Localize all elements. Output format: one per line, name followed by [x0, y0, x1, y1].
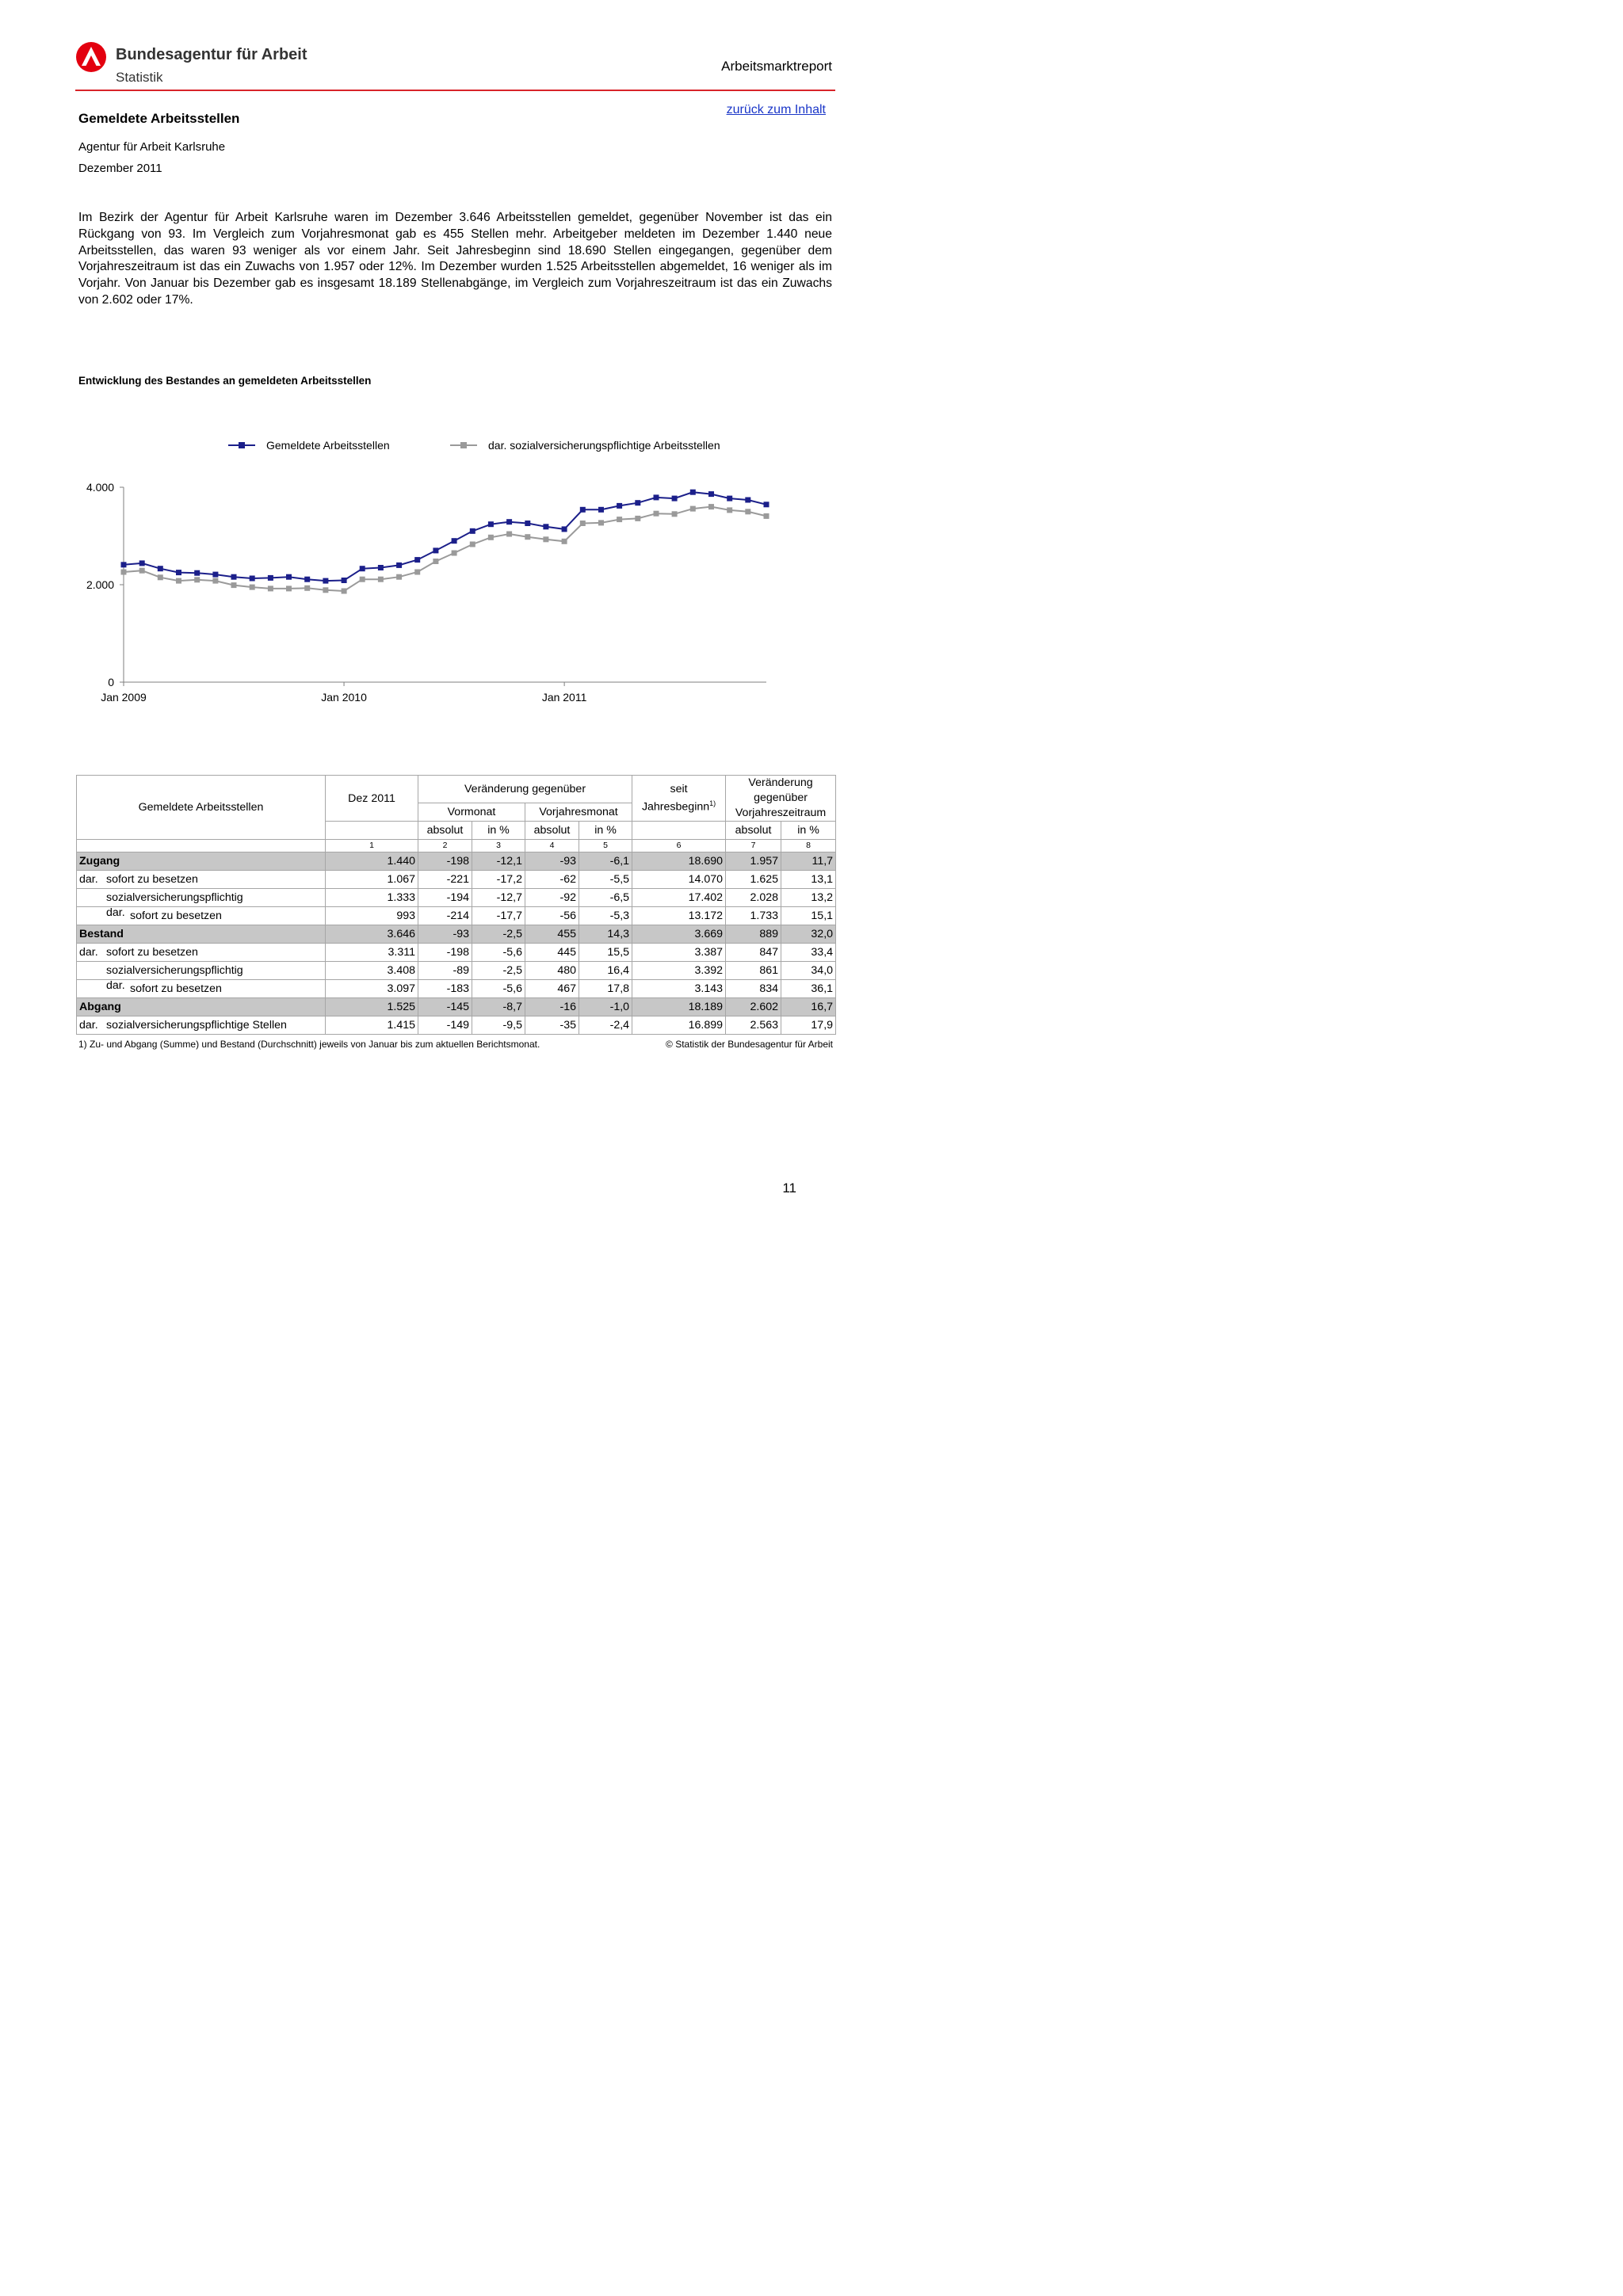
- table-cell: -35: [525, 1016, 579, 1035]
- header-vormonat: Vormonat: [418, 803, 525, 822]
- data-point-series-1: [580, 507, 586, 513]
- report-month: Dezember 2011: [78, 162, 162, 175]
- column-number-blank: [77, 840, 326, 852]
- data-table: [76, 775, 836, 1035]
- table-cell: 18.189: [632, 998, 726, 1016]
- data-point-series-1: [672, 496, 678, 502]
- table-cell: -12,7: [472, 889, 525, 907]
- row-label-cell: [77, 925, 326, 944]
- table-cell: 834: [726, 980, 781, 998]
- table-cell: 15,5: [579, 944, 632, 962]
- row-label-cell: [77, 907, 326, 925]
- table-cell: -6,5: [579, 889, 632, 907]
- data-point-series-1: [378, 565, 384, 570]
- row-label-cell: [77, 871, 326, 889]
- data-point-series-2: [121, 570, 127, 575]
- table-cell: 467: [525, 980, 579, 998]
- data-point-series-2: [635, 516, 640, 521]
- header-seit-1: seit: [670, 783, 688, 796]
- table-cell: -198: [418, 852, 472, 871]
- header-absolut: absolut: [525, 822, 579, 840]
- data-point-series-1: [562, 526, 567, 532]
- data-point-series-1: [506, 519, 512, 524]
- data-point-series-1: [231, 574, 237, 580]
- table-cell: 3.646: [326, 925, 418, 944]
- legend-marker-series-2: [460, 442, 467, 448]
- chart-title: Entwicklung des Bestandes an gemeldeten Arbeitsstellen: [78, 375, 372, 387]
- row-prefix: dar.: [79, 946, 98, 959]
- header-absolut: absolut: [418, 822, 472, 840]
- ba-logo: [75, 41, 107, 73]
- table-cell: 1.440: [326, 852, 418, 871]
- table-cell: 1.625: [726, 871, 781, 889]
- data-point-series-2: [360, 577, 365, 582]
- data-point-series-2: [654, 511, 659, 517]
- data-point-series-2: [396, 574, 402, 580]
- table-cell: 455: [525, 925, 579, 944]
- data-point-series-1: [194, 570, 200, 576]
- table-cell: -5,6: [472, 980, 525, 998]
- row-label: Bestand: [79, 928, 124, 940]
- table-cell: 861: [726, 962, 781, 980]
- data-point-series-2: [286, 585, 292, 591]
- table-cell: -8,7: [472, 998, 525, 1016]
- data-point-series-1: [543, 524, 548, 529]
- data-point-series-2: [506, 532, 512, 537]
- table-cell: -9,5: [472, 1016, 525, 1035]
- table-cell: 480: [525, 962, 579, 980]
- x-tick-label: Jan 2011: [541, 691, 587, 704]
- data-point-series-2: [250, 585, 255, 590]
- data-point-series-1: [745, 498, 750, 503]
- table-cell: 1.957: [726, 852, 781, 871]
- data-point-series-2: [727, 507, 732, 513]
- header-seit-sup: 1): [709, 799, 716, 808]
- table-cell: 1.733: [726, 907, 781, 925]
- table-cell: 3.408: [326, 962, 418, 980]
- data-point-series-1: [121, 562, 127, 567]
- table-row: [77, 907, 836, 925]
- data-point-series-1: [212, 572, 218, 578]
- header-vjz-1: Veränderung: [748, 776, 813, 789]
- data-point-series-1: [268, 575, 273, 581]
- data-point-series-2: [176, 578, 181, 584]
- x-tick-label: Jan 2010: [321, 691, 367, 704]
- table-cell: 17.402: [632, 889, 726, 907]
- legend-label-series-2: dar. sozialversicherungspflichtige Arbeitsstellen: [488, 439, 720, 452]
- table-cell: 1.333: [326, 889, 418, 907]
- data-point-series-1: [654, 494, 659, 500]
- data-point-series-2: [342, 589, 347, 594]
- row-label: Abgang: [79, 1001, 121, 1013]
- table-cell: 14.070: [632, 871, 726, 889]
- table-cell: -1,0: [579, 998, 632, 1016]
- table-cell: 34,0: [781, 962, 836, 980]
- x-tick-label: Jan 2009: [101, 691, 147, 704]
- data-point-series-2: [378, 577, 384, 582]
- table-cell: -145: [418, 998, 472, 1016]
- data-point-series-2: [745, 509, 750, 514]
- data-point-series-2: [433, 559, 438, 564]
- table-cell: 847: [726, 944, 781, 962]
- row-label-cell: [77, 852, 326, 871]
- table-cell: 18.690: [632, 852, 726, 871]
- brand-name: Bundesagentur für Arbeit: [116, 46, 307, 63]
- table-cell: 32,0: [781, 925, 836, 944]
- header-inpct: in %: [472, 822, 525, 840]
- summary-paragraph: Im Bezirk der Agentur für Arbeit Karlsruhe waren im Dezember 3.646 Arbeitsstellen gemeldet, gegenüber November ist das ein Rückgang von 93. Im Vergleich zum Vorjahresmonat gab es 455 Stellen mehr. Arbeitgeber meldeten im Dezember 1.440 neue Arbeitsstellen, das waren 93 weniger als vor einem Jahr. Seit Jahresbeginn sind 18.690 Stellen eingegangen, gegenüber dem Vorjahreszeitraum ist das ein Zuwachs von 1.957 oder 12%. Im Dezember wurden 1.525 Arbeitsstellen abgemeldet, 16 weniger als im Vorjahr. Von Januar bis Dezember gab es insgesamt 18.189 Stellenabgänge, im Vergleich zum Vorjahreszeitraum ist das ein Zuwachs von 2.602 oder 17%.: [78, 211, 832, 307]
- data-point-series-2: [598, 520, 604, 525]
- data-point-series-1: [635, 500, 640, 505]
- row-prefix: dar.: [106, 979, 125, 992]
- header-inpct: in %: [579, 822, 632, 840]
- row-label-cell: [77, 944, 326, 962]
- table-cell: -62: [525, 871, 579, 889]
- footnote: 1) Zu- und Abgang (Summe) und Bestand (Durchschnitt) jeweils von Januar bis zum aktuellen Berichtsmonat.: [78, 1039, 540, 1050]
- data-point-series-2: [672, 511, 678, 517]
- table-row: [77, 852, 836, 871]
- data-point-series-1: [286, 574, 292, 580]
- back-to-contents-link[interactable]: zurück zum Inhalt: [726, 103, 826, 116]
- table-cell: 889: [726, 925, 781, 944]
- data-point-series-1: [727, 496, 732, 502]
- chart-legend: [228, 439, 720, 452]
- table-cell: -198: [418, 944, 472, 962]
- column-number: 7: [726, 840, 781, 852]
- table-cell: -194: [418, 889, 472, 907]
- table-row: [77, 944, 836, 962]
- table-cell: -221: [418, 871, 472, 889]
- table-cell: -12,1: [472, 852, 525, 871]
- agency-name: Agentur für Arbeit Karlsruhe: [78, 140, 226, 154]
- data-point-series-2: [764, 513, 769, 519]
- data-point-series-1: [452, 538, 457, 543]
- row-label: sofort zu besetzen: [106, 946, 198, 959]
- line-chart: [0, 428, 878, 713]
- column-number: 2: [418, 840, 472, 852]
- data-point-series-2: [617, 517, 622, 522]
- data-point-series-1: [158, 566, 163, 571]
- table-cell: 17,8: [579, 980, 632, 998]
- header-vjz-2: gegenüber: [754, 791, 808, 804]
- row-prefix: dar.: [79, 873, 98, 886]
- table-cell: 2.563: [726, 1016, 781, 1035]
- table-cell: -214: [418, 907, 472, 925]
- table-cell: 3.669: [632, 925, 726, 944]
- data-point-series-1: [470, 528, 475, 534]
- table-row: [77, 871, 836, 889]
- legend-label-series-1: Gemeldete Arbeitsstellen: [266, 439, 390, 452]
- table-cell: 3.097: [326, 980, 418, 998]
- column-number: 6: [632, 840, 726, 852]
- header-seit: [632, 776, 726, 822]
- table-cell: 16,4: [579, 962, 632, 980]
- table-row: [77, 962, 836, 980]
- row-label: sozialversicherungspflichtig: [106, 891, 243, 904]
- table-cell: 1.067: [326, 871, 418, 889]
- table-cell: 11,7: [781, 852, 836, 871]
- row-label: Zugang: [79, 855, 120, 868]
- data-point-series-2: [231, 582, 237, 588]
- row-label-cell: [77, 998, 326, 1016]
- table-cell: -17,7: [472, 907, 525, 925]
- data-point-series-1: [342, 578, 347, 583]
- data-point-series-2: [543, 536, 548, 542]
- data-point-series-1: [396, 563, 402, 568]
- page-number: 11: [782, 1180, 796, 1196]
- header-vorjahresmonat: Vorjahresmonat: [525, 803, 632, 822]
- table-cell: 16,7: [781, 998, 836, 1016]
- header-seit-2: Jahresbeginn: [641, 800, 710, 814]
- table-cell: -149: [418, 1016, 472, 1035]
- row-prefix: dar.: [106, 906, 125, 919]
- table-cell: 3.311: [326, 944, 418, 962]
- y-tick-label: 4.000: [86, 481, 114, 494]
- series-line-2: [124, 507, 766, 591]
- data-point-series-1: [414, 557, 420, 563]
- row-label: sofort zu besetzen: [106, 873, 198, 886]
- header-divider: [75, 90, 835, 91]
- data-point-series-2: [212, 578, 218, 584]
- data-point-series-1: [304, 577, 310, 582]
- data-point-series-1: [488, 521, 494, 527]
- table-cell: 15,1: [781, 907, 836, 925]
- table-cell: -5,6: [472, 944, 525, 962]
- table-row: [77, 1016, 836, 1035]
- row-label-cell: [77, 889, 326, 907]
- table-cell: 33,4: [781, 944, 836, 962]
- table-cell: 993: [326, 907, 418, 925]
- data-point-series-2: [525, 534, 530, 540]
- table-cell: -183: [418, 980, 472, 998]
- table-cell: -93: [418, 925, 472, 944]
- table-cell: -17,2: [472, 871, 525, 889]
- y-tick-label: 0: [108, 676, 114, 688]
- column-number: 3: [472, 840, 525, 852]
- data-point-series-2: [323, 587, 328, 593]
- table-cell: 3.392: [632, 962, 726, 980]
- data-point-series-1: [690, 490, 696, 495]
- y-tick-label: 2.000: [86, 578, 114, 591]
- data-point-series-2: [452, 551, 457, 556]
- table-cell: 14,3: [579, 925, 632, 944]
- table-cell: -5,5: [579, 871, 632, 889]
- header-vjz: [726, 776, 836, 822]
- data-point-series-2: [470, 542, 475, 547]
- table-cell: 3.143: [632, 980, 726, 998]
- table-cell: 1.525: [326, 998, 418, 1016]
- table-cell: 13,2: [781, 889, 836, 907]
- header-label: Gemeldete Arbeitsstellen: [77, 776, 326, 840]
- header-vjz-3: Vorjahreszeitraum: [735, 807, 827, 819]
- data-point-series-1: [764, 502, 769, 507]
- column-number: 5: [579, 840, 632, 852]
- column-number: 4: [525, 840, 579, 852]
- header-seit-cont: [632, 822, 726, 840]
- row-label: sofort zu besetzen: [130, 982, 222, 995]
- table-cell: -2,5: [472, 925, 525, 944]
- data-point-series-2: [708, 504, 714, 509]
- table-body: [77, 852, 836, 1035]
- data-point-series-1: [250, 576, 255, 582]
- table-cell: -56: [525, 907, 579, 925]
- table-cell: 445: [525, 944, 579, 962]
- data-point-series-2: [304, 585, 310, 591]
- data-point-series-1: [323, 578, 328, 584]
- data-point-series-1: [360, 566, 365, 571]
- row-label: sofort zu besetzen: [130, 910, 222, 922]
- data-point-series-1: [708, 491, 714, 497]
- legend-marker-series-1: [239, 442, 245, 448]
- data-point-series-1: [525, 521, 530, 526]
- row-label: sozialversicherungspflichtig: [106, 964, 243, 977]
- row-label-cell: [77, 1016, 326, 1035]
- table-row: [77, 889, 836, 907]
- header-inpct: in %: [781, 822, 836, 840]
- data-point-series-2: [158, 574, 163, 580]
- data-point-series-1: [139, 560, 145, 566]
- table-cell: 3.387: [632, 944, 726, 962]
- table-cell: -2,4: [579, 1016, 632, 1035]
- data-point-series-2: [268, 585, 273, 591]
- table-cell: 36,1: [781, 980, 836, 998]
- row-prefix: dar.: [79, 1019, 98, 1032]
- table-cell: 2.602: [726, 998, 781, 1016]
- chart-plot: [121, 490, 769, 594]
- brand-subtitle: Statistik: [116, 70, 163, 85]
- data-point-series-2: [580, 521, 586, 526]
- header-change: Veränderung gegenüber: [418, 776, 632, 803]
- data-point-series-1: [617, 503, 622, 509]
- data-point-series-2: [488, 535, 494, 540]
- data-point-series-1: [598, 507, 604, 513]
- table-cell: 1.415: [326, 1016, 418, 1035]
- table-cell: -89: [418, 962, 472, 980]
- table-cell: -2,5: [472, 962, 525, 980]
- header-month: Dez 2011: [326, 776, 418, 822]
- data-point-series-1: [176, 570, 181, 575]
- data-point-series-2: [562, 539, 567, 544]
- data-point-series-2: [194, 577, 200, 582]
- table-cell: -92: [525, 889, 579, 907]
- row-label-cell: [77, 980, 326, 998]
- table-row: [77, 925, 836, 944]
- report-title: Arbeitsmarktreport: [721, 59, 832, 74]
- table-cell: -5,3: [579, 907, 632, 925]
- series-line-1: [124, 492, 766, 581]
- data-point-series-2: [690, 506, 696, 512]
- header-absolut: absolut: [726, 822, 781, 840]
- table-row: [77, 998, 836, 1016]
- table-cell: -16: [525, 998, 579, 1016]
- data-point-series-1: [433, 547, 438, 553]
- data-point-series-2: [414, 570, 420, 575]
- row-label: sozialversicherungspflichtige Stellen: [106, 1019, 287, 1032]
- table-cell: 2.028: [726, 889, 781, 907]
- copyright: © Statistik der Bundesagentur für Arbeit: [666, 1039, 833, 1050]
- column-number-row: [77, 840, 836, 852]
- column-number: 1: [326, 840, 418, 852]
- table-row: [77, 980, 836, 998]
- page-title: Gemeldete Arbeitsstellen: [78, 111, 240, 126]
- table-cell: 13.172: [632, 907, 726, 925]
- table-cell: -6,1: [579, 852, 632, 871]
- table-cell: 13,1: [781, 871, 836, 889]
- row-label-cell: [77, 962, 326, 980]
- data-point-series-2: [139, 568, 145, 574]
- table-cell: -93: [525, 852, 579, 871]
- table-cell: 16.899: [632, 1016, 726, 1035]
- column-number: 8: [781, 840, 836, 852]
- table-cell: 17,9: [781, 1016, 836, 1035]
- header-month-cont: [326, 822, 418, 840]
